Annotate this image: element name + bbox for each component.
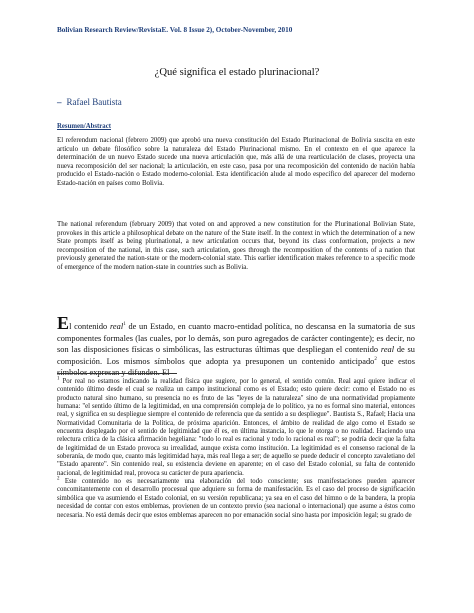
footnote-2 xyxy=(57,478,415,520)
drop-cap: E xyxy=(57,313,70,333)
body-paragraph xyxy=(57,313,415,379)
body-text-2: de un Estado, en cuanto macro-entidad política, no descansa en la sumatoria de sus componentes formales (las cuales, por lo demás, son puro agregados de carácter contingente); es decir, no son las disposiciones físicas o simbólicas, las estructuras últimas que despliegan el contenido xyxy=(57,322,415,355)
body-text-1: l contenido xyxy=(69,322,110,331)
footnotes xyxy=(57,378,415,520)
footnote-text-2: Este contenido no es necesariamente una elaboración del todo consciente; sus manifestaciones pueden aparecer concomitantemente con el desarrollo procesual que adquiere su forma de manifestación. Es el caso del proceso de significación simbólica que va asumiendo el Estado colonial, en su versión republicana; ya sea en el caso del himno o de la bandera, la propia necesidad de contar con estos emblemas, provienen de un contexto previo (sea nacional o internacional) que asume a éstos como necesaria. No está demás decir que estos emblemas aparecen no por emanación social sino hasta por imposición legal; su grado de xyxy=(57,478,417,519)
body-text-3: de su composición. Los mismos símbolos que adopta ya presuponen un contenido anticipado xyxy=(57,345,415,366)
footnote-ref-2[interactable]: 2 xyxy=(374,357,377,363)
abstract-heading: Resumen/Abstract xyxy=(57,123,111,130)
footnote-number-1: 1 xyxy=(57,376,60,382)
author-dash: – xyxy=(57,97,62,107)
body-text-4: que estos símbolos expresan y difunden. El xyxy=(57,356,415,378)
author-line xyxy=(57,97,122,107)
article-title: ¿Qué significa el estado plurinacional? xyxy=(154,67,320,78)
body-italic-real-2: real xyxy=(380,345,395,355)
footnote-text-1: Por real no estamos indicando la realidad física que sugiere, por lo general, el sentido común. Real aquí quiere indicar el contenido último desde el cual se realiza un campo institucional como es el Estado; esto quiere decir: como el Estado no es producto natural sino humano, su presencia no es fruto de las "leyes de la naturaleza" sino de una normatividad propiamente humana: "el sentido último de la legitimidad, en una comprensión compleja de lo político, ya no es formal sino material, entonces real, y significa en su despliegue siempre el contenido de referencia que da sentido a su despliegue". Bautista S., Rafael; Hacia una Normatividad Comunitaria de la Política, de próxima aparición. Entonces, el ámbito de realidad de algo como el Estado se encuentra desplegado por el sentido de legitimidad que él es, en última instancia, lo que le otorga o no realidad. Haciendo una relectura crítica de la clásica afirmación hegeliana: "todo lo real es racional y todo lo racional es real"; se podría decir que la falta de legitimidad de un Estado provoca su irrealidad, aunque exista como institución. La legitimidad es el consenso racional de la soberanía, de modo que, cuanto más legitimidad haya, más real llega a ser; de aquello se puede deducir el concepto zavaletiano del "Estado aparente". Sin contenido real, su existencia deviene en aparente; en el caso del Estado colonial, su falta de contenido nacional, de legitimidad real, provoca su carácter de pura apariencia. xyxy=(57,378,417,477)
footnote-number-2: 2 xyxy=(57,476,60,482)
body-italic-real-1: real xyxy=(109,322,124,331)
footnote-separator xyxy=(57,373,177,374)
author-name: Rafael Bautista xyxy=(66,97,122,107)
footnote-1 xyxy=(57,378,415,478)
running-header: Bolivian Research Review/RevistaE. Vol. 8 Issue 2), October-November, 2010 xyxy=(57,26,293,34)
abstract-english: The national referendum (february 2009) that voted on and approved a new constitution for the Plurinational Bolivian State, provokes in this article a philosophical debate on the nature of the State itself. In the context in which the determination of a new State prompts itself as being plurinational, a new articulation occurs that, beyond its class conformation, projects a new recomposition of the national, in this case, such articulation, goes through the recomposition of the contents of a nation that previously generated the nation-state or the modern-colonial state. This earlier identification makes reference to a specific mode of emergence of the modern nation-state in countries such as Bolivia. xyxy=(57,221,415,271)
abstract-spanish: El referendum nacional (febrero 2009) que aprobó una nueva constitución del Estado Plurinacional de Bolivia suscita en este artículo un debate filosófico sobre la naturaleza del Estado Plurinacional mismo. En el contexto en el que aparece la determinación de un nuevo Estado sucede una nueva articulación que, más allá de una rearticulación de clases, proyecta una nueva recomposición del ser nacional; la articulación, en este caso, pasa por una recomposición del contenido de nación había producido el Estado-nación o Estado moderno-colonial. Esta identificación alude al modo específico del aparecer del moderno Estado-nación en países como Bolivia. xyxy=(57,137,415,187)
footnote-ref-1[interactable]: 1 xyxy=(123,322,126,328)
